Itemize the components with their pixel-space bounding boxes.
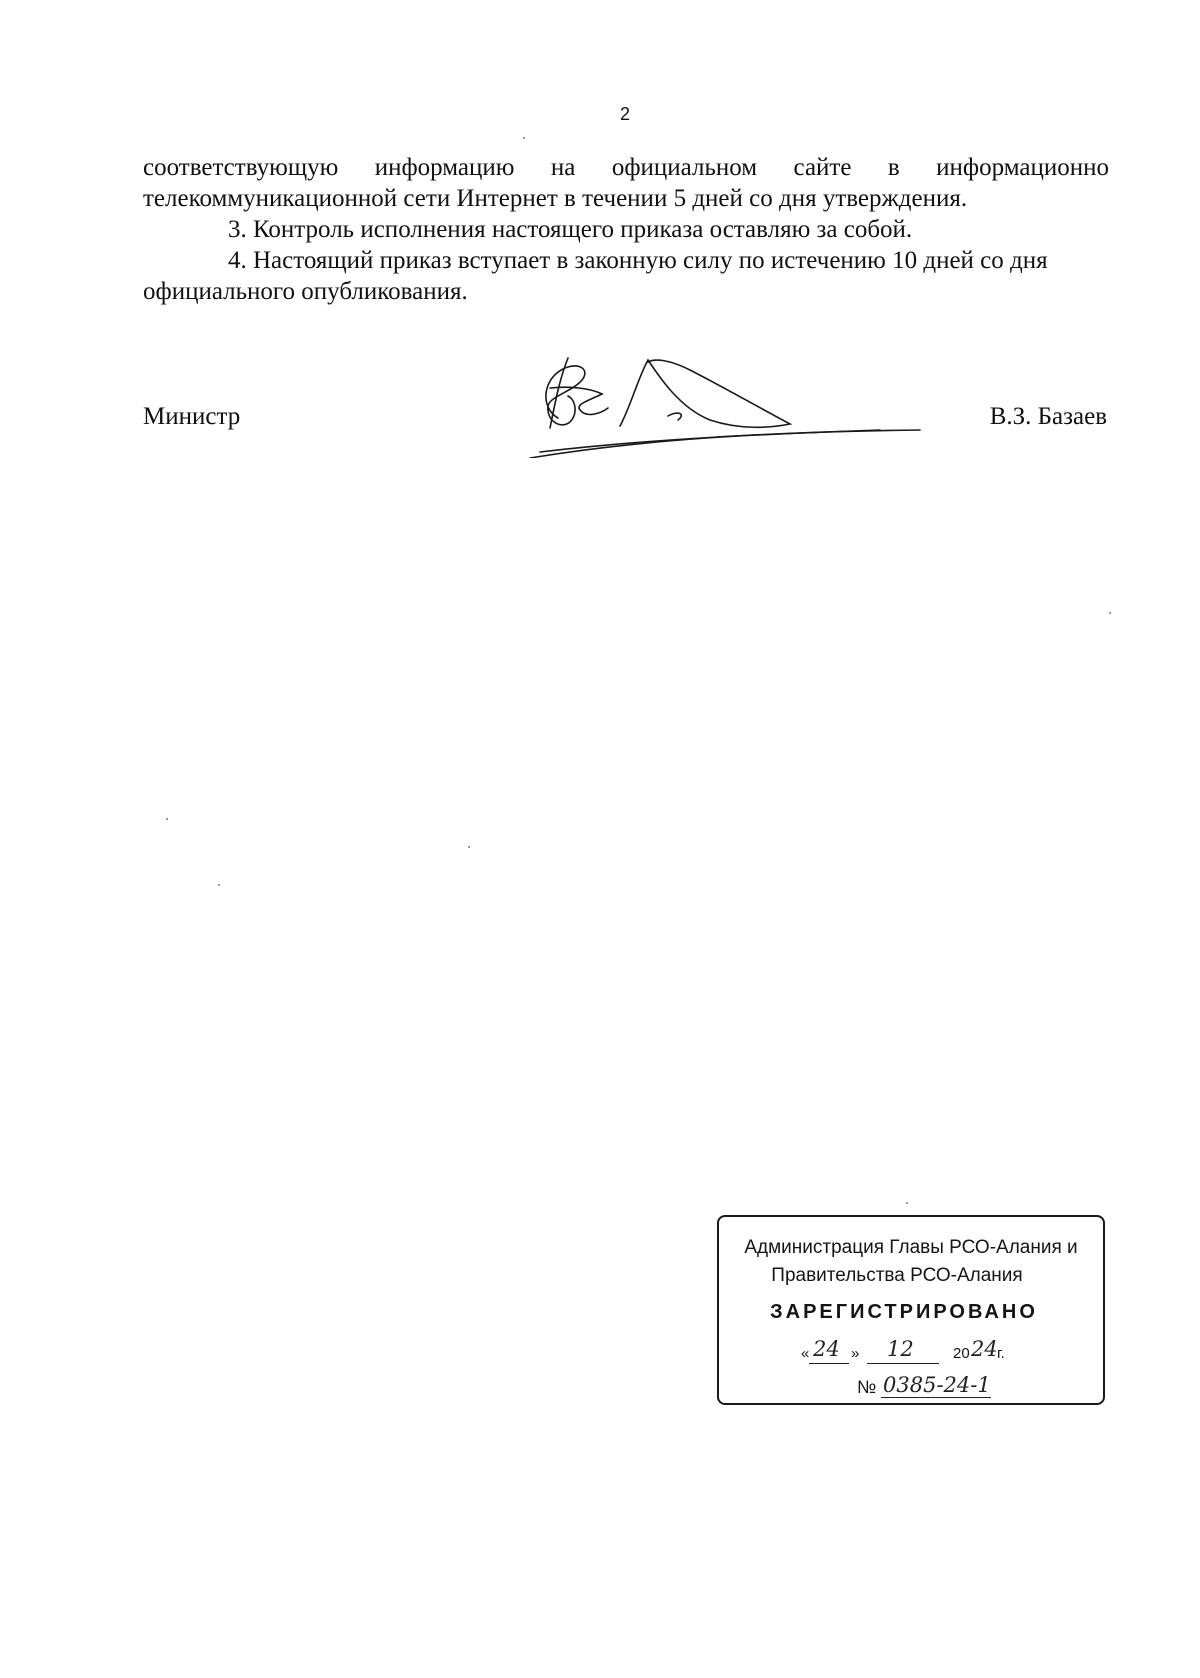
registration-stamp [717, 1215, 1105, 1405]
document-body [143, 152, 1109, 307]
paragraph-line: соответствующую информацию на официальном сайте в информационно [143, 154, 1109, 181]
stamp-date [801, 1337, 1031, 1369]
year-unit: г. [997, 1345, 1005, 1362]
handwritten-signature [520, 348, 930, 458]
date-month: 12 [887, 1337, 914, 1361]
scan-speck [1109, 612, 1111, 614]
date-close-quote: » [851, 1345, 860, 1362]
scan-speck [523, 137, 525, 139]
scan-speck [468, 846, 470, 848]
scan-speck [166, 818, 168, 820]
date-month-underline [867, 1363, 939, 1364]
signatory-position: Министр [143, 403, 241, 430]
year-suffix: 24 [971, 1337, 998, 1361]
number-value: 0385-24-1 [883, 1373, 991, 1397]
date-open-quote: « [801, 1345, 810, 1362]
date-day-underline [809, 1363, 849, 1364]
signatory-name: В.З. Базаев [989, 403, 1107, 430]
clause-4: 4. Настоящий приказ вступает в законную силу по истечению 10 дней со дня официального опубликования. [143, 247, 1048, 305]
stamp-authority-line1: Администрация Главы РСО-Алания и [744, 1237, 1078, 1258]
paragraph-line: телекоммуникационной сети Интернет в течении 5 дней со дня утверждения. [143, 185, 968, 212]
year-prefix: 20 [953, 1345, 970, 1362]
stamp-registered-label: ЗАРЕГИСТРИРОВАНО [770, 1301, 1038, 1323]
number-label: № [857, 1377, 877, 1397]
stamp-number [857, 1373, 1027, 1403]
scan-speck [906, 1202, 908, 1204]
date-day: 24 [813, 1337, 840, 1361]
page-number: 2 [619, 104, 630, 124]
clause-3: 3. Контроль исполнения настоящего приказа оставляю за собой. [228, 216, 913, 243]
scan-speck [218, 884, 220, 886]
number-underline [881, 1397, 991, 1398]
stamp-authority-line2: Правительства РСО-Алания [771, 1265, 1023, 1286]
